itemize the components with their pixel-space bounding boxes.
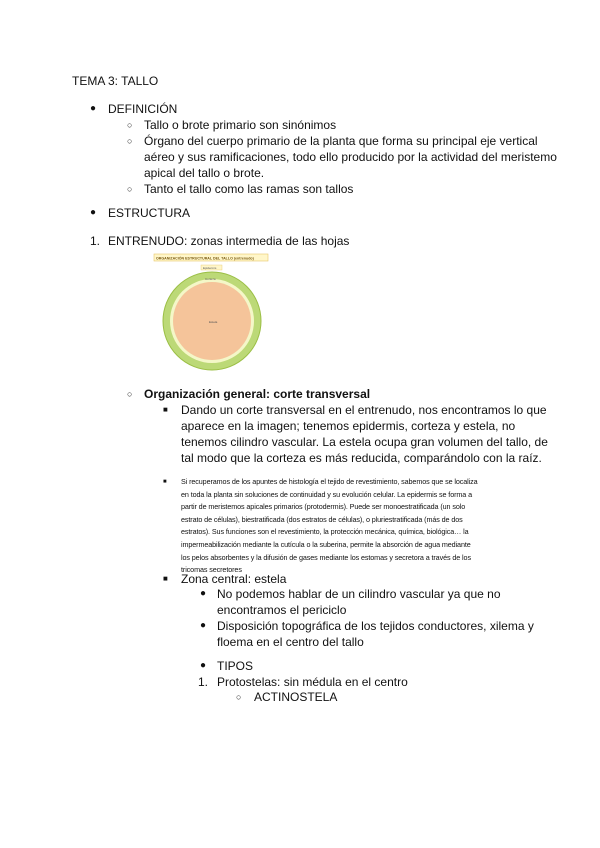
bullet-square: ■ [163,405,168,414]
zona-central-item-2-line-1: Disposición topográfica de los tejidos conductores, xilema y [217,619,534,633]
bullet-circle: ○ [127,389,133,399]
section-heading-estructura: ESTRUCTURA [108,206,191,220]
stem-cross-section-diagram [150,252,272,372]
list-number: 1. [90,234,101,248]
bullet-square: ■ [163,574,168,583]
zona-central-item-2-line-2: floema en el centro del tallo [217,635,364,649]
histology-note-line-6: impermeabilización mediante la cutícula o la suberina, permite la absorción de agua mediante [181,540,471,549]
organizacion-paragraph-line-4: tal modo que la corteza es más reducida, comparándolo con la raíz. [181,451,542,465]
stem-cross-section-figure [150,252,272,372]
entrenudo-label: ENTRENUDO: zonas intermedia de las hojas [108,234,350,248]
definicion-item-2-line-1: Órgano del cuerpo primario de la planta que forma su principal eje vertical [144,134,538,148]
figure-caption: ORGANIZACIÓN ESTRUCTURAL DEL TALLO (entrenudo) [156,256,254,261]
histology-note-line-5: estratos). Sus funciones son el revestimiento, la protección mecánica, química, biológica… la [181,527,469,537]
definicion-item-1: Tallo o brote primario son sinónimos [144,118,337,132]
organizacion-heading: Organización general: corte transversal [144,387,371,401]
zona-central-heading: Zona central: estela [181,572,287,586]
histology-note-line-4: estrato de células), biestratificada (dos estratos de células), o pluriestratificada (más de dos [181,514,463,524]
histology-note-line-2: en toda la planta sin soluciones de continuidad y su evolución celular. La epidermis se forma a [181,489,472,499]
histology-note-line-8: tricomas secretores [181,565,242,575]
definicion-item-3: Tanto el tallo como las ramas son tallos [144,182,354,196]
definicion-item-2-line-3: apical del tallo o brote. [144,166,265,180]
histology-note-line-3: partir de meristemos apicales primarios (protodermis). Puede ser monoestratificada (un solo [181,502,466,512]
organizacion-paragraph-line-3: tenemos cilindro vascular. La estela ocupa gran volumen del tallo, de [181,435,548,449]
section-heading-definicion: DEFINICIÓN [108,102,178,116]
bullet-circle: ○ [127,136,133,146]
definicion-item-2-line-2: aéreo y sus ramificaciones, todo ello producido por la actividad del meristemo [144,150,557,164]
zona-central-item-1-line-1: No podemos hablar de un cilindro vascular ya que no [217,587,501,601]
actinostela-item: ACTINOSTELA [254,690,338,704]
protostelas-item: Protostelas: sin médula en el centro [217,675,408,689]
page-title: TEMA 3: TALLO [72,74,159,88]
organizacion-paragraph-line-2: aparece en la imagen; tenemos epidermis, corteza y estela, no [181,419,516,433]
bullet-dot: ● [200,620,207,631]
bullet-dot: ● [90,103,97,114]
bullet-circle: ○ [127,184,133,194]
bullet-dot: ● [200,660,207,671]
label-outer: Epidermis [203,265,217,270]
bullet-dot: ● [90,207,97,218]
bullet-circle: ○ [127,120,133,130]
label-cortex: Corteza [205,277,216,281]
list-number: 1. [198,675,209,689]
bullet-square: ■ [163,479,167,485]
bullet-dot: ● [200,588,207,599]
zona-central-item-1-line-2: encontramos el periciclo [217,603,347,617]
histology-note-line-7: los pelos absorbentes y la difusión de gases mediante los estomas y secretora a través de los [181,552,471,562]
organizacion-paragraph-line-1: Dando un corte transversal en el entrenudo, nos encontramos lo que [181,403,547,417]
label-center: Estela [209,320,218,324]
tipos-heading: TIPOS [217,659,254,673]
histology-note-line-1: Si recuperamos de los apuntes de histología el tejido de revestimiento, sabemos que se localiza [181,477,478,486]
bullet-circle: ○ [236,692,242,702]
